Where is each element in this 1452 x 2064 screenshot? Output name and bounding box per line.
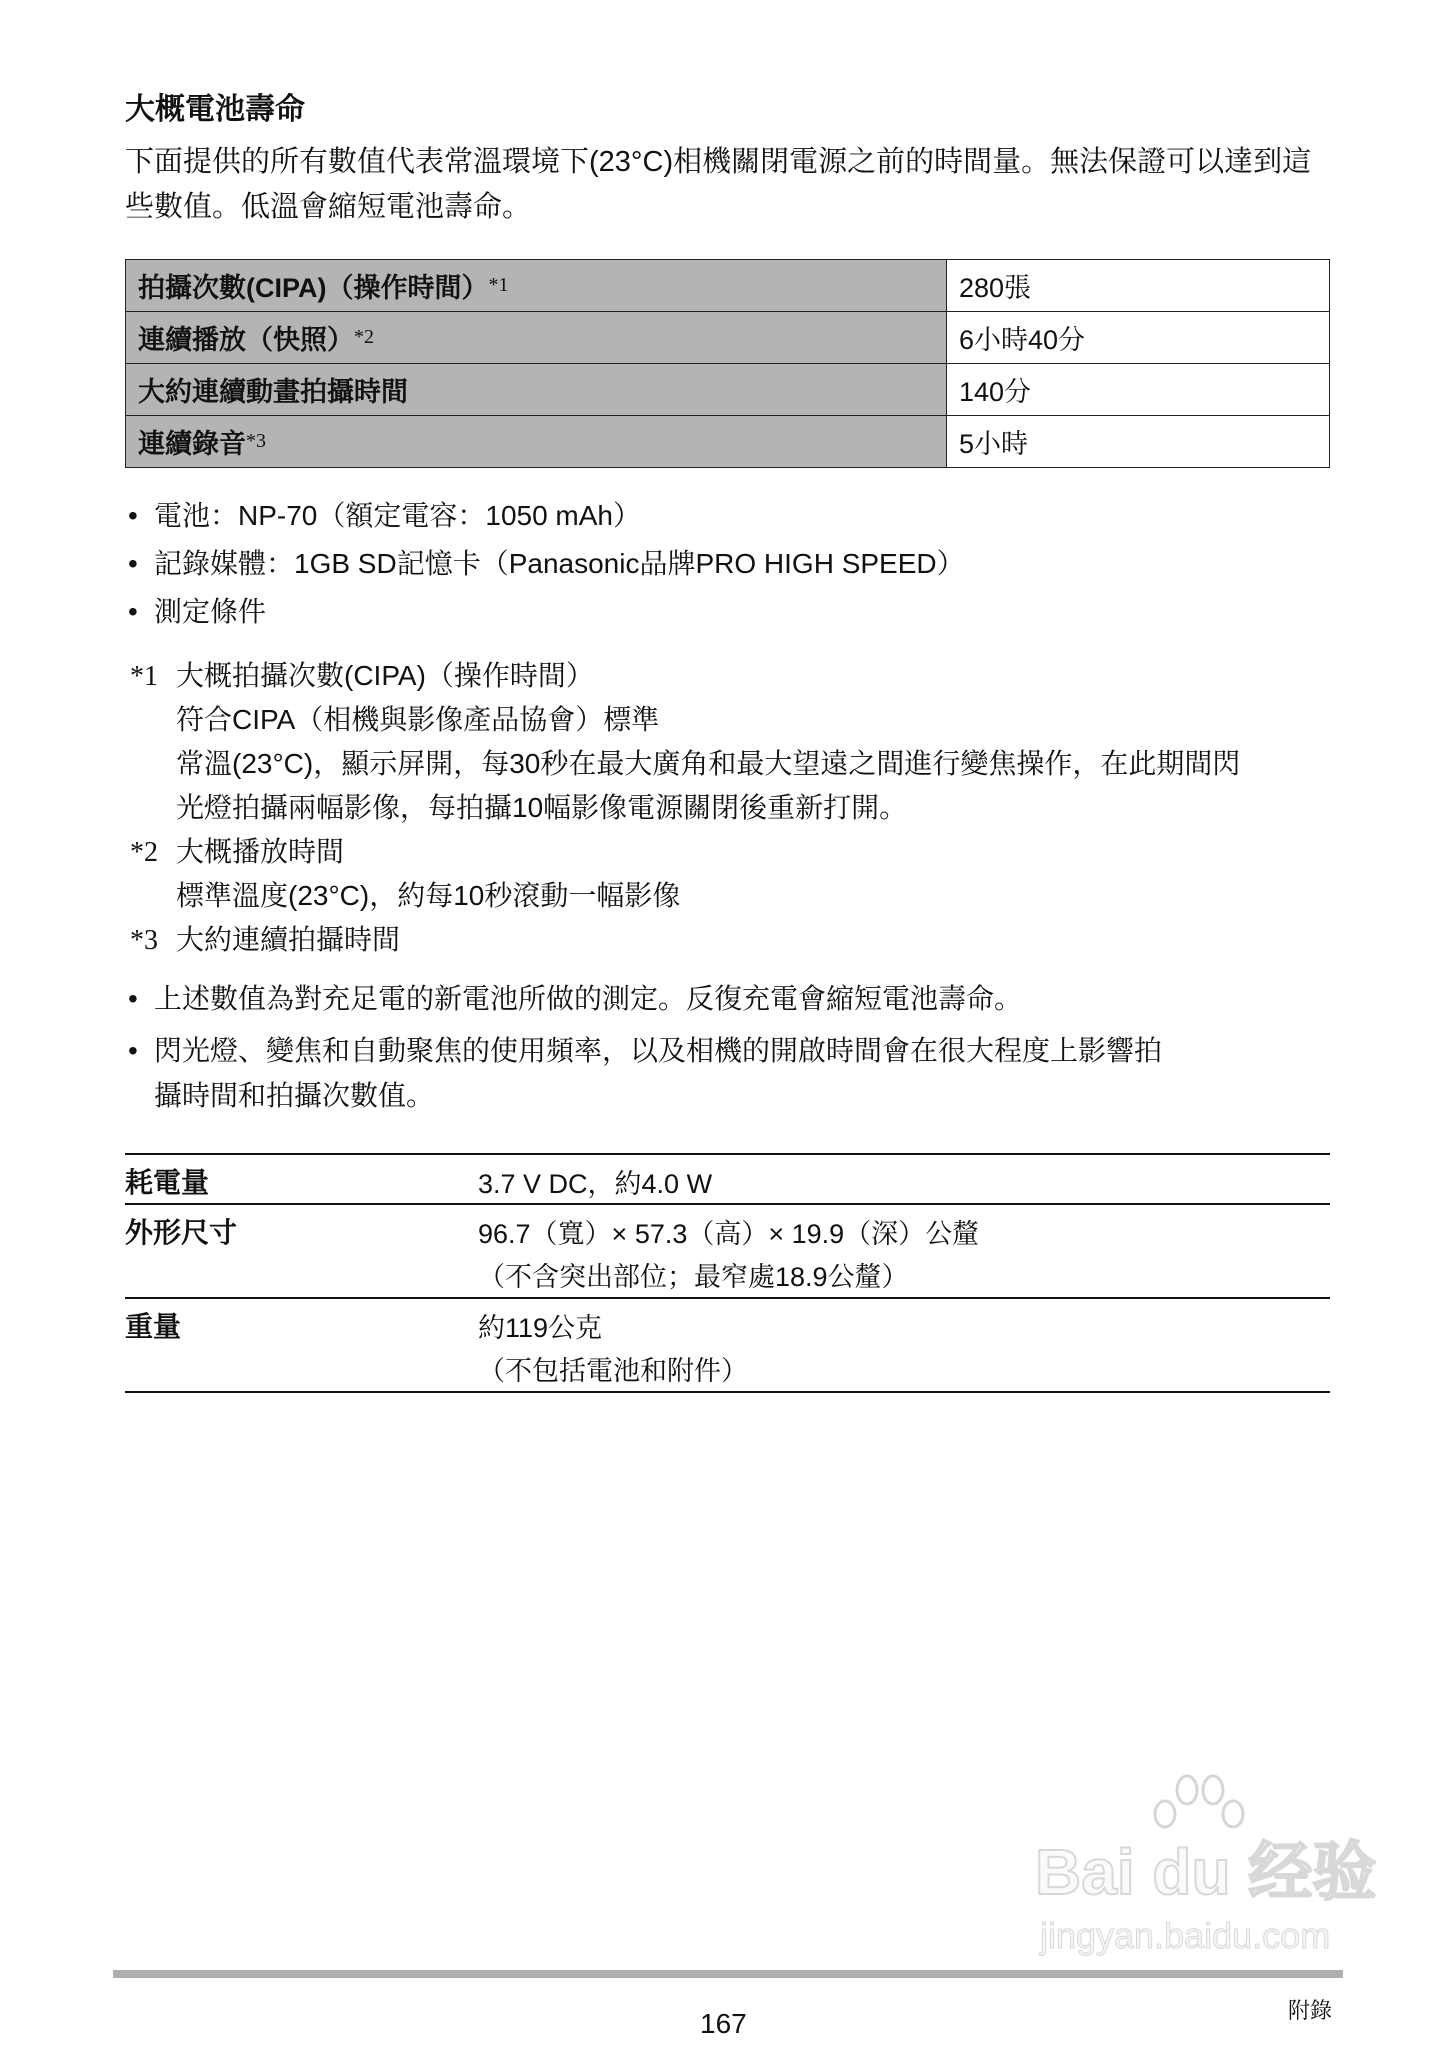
spec-value: 96.7（寬）× 57.3（高）× 19.9（深）公釐 — [478, 1219, 980, 1249]
footnote-line: 常溫(23°C)，顯示屏開，每30秒在最大廣角和最大望遠之間進行變焦操作，在此期間閃 — [176, 748, 1241, 779]
row-value: 5小時 — [947, 416, 1330, 468]
divider — [125, 1297, 1330, 1299]
footnote-ref: *3 — [246, 430, 266, 452]
intro-paragraph: 下面提供的所有數值代表常溫環境下(23°C)相機關閉電源之前的時間量。無法保證可以達到這些數值。低溫會縮短電池壽命。 — [125, 146, 1312, 223]
spec-value: 3.7 V DC，約4.0 W — [478, 1169, 713, 1199]
spec-label: 重量 — [125, 1311, 182, 1342]
row-label: 連續播放（快照） — [138, 325, 354, 355]
watermark-logo-text: Bai du 经验 — [1035, 1836, 1377, 1908]
page-number: 167 — [700, 2008, 747, 2039]
bullet-continuation: 攝時間和拍攝次數值。 — [154, 1080, 435, 1111]
bullet-item: • 記錄媒體：1GB SD記憶卡（Panasonic品牌PRO HIGH SPEED） — [128, 548, 965, 579]
paw-icon — [1135, 1770, 1255, 1834]
divider — [125, 1153, 1330, 1155]
spec-value: 約119公克 — [478, 1313, 603, 1343]
row-label: 連續錄音 — [138, 429, 246, 459]
footnote-1: *1 大概拍攝次數(CIPA)（操作時間） — [130, 660, 594, 692]
baidu-watermark — [1030, 1770, 1377, 1960]
footer-bar — [113, 1970, 1343, 1978]
bullet-item: • 測定條件 — [128, 596, 267, 627]
bullet-item: • 閃光燈、變焦和自動聚焦的使用頻率，以及相機的開啟時間會在很大程度上影響拍 — [128, 1035, 1163, 1066]
spec-label: 耗電量 — [125, 1167, 210, 1198]
row-value: 140分 — [947, 364, 1330, 416]
section-heading: 大概電池壽命 — [125, 93, 305, 126]
footnote-line: 標準溫度(23°C)，約每10秒滾動一幅影像 — [176, 880, 681, 911]
table-row — [126, 364, 1330, 416]
divider — [125, 1391, 1330, 1393]
spec-value: （不含突出部位；最窄處18.9公釐） — [478, 1262, 909, 1292]
table-row — [126, 260, 1330, 312]
battery-life-table — [125, 259, 1330, 468]
row-value: 280張 — [947, 260, 1330, 312]
section-label: 附錄 — [1288, 1998, 1333, 2023]
bullet-item: • 上述數值為對充足電的新電池所做的測定。反復充電會縮短電池壽命。 — [128, 983, 1023, 1014]
watermark-url: jingyan.baidu.com — [1040, 1915, 1331, 1956]
bullet-item: • 電池：NP-70（額定電容：1050 mAh） — [128, 500, 642, 531]
row-label: 拍攝次數(CIPA)（操作時間） — [138, 273, 489, 303]
footnote-3: *3 大約連續拍攝時間 — [130, 924, 401, 956]
footnote-ref: *2 — [354, 326, 374, 348]
footnote-ref: *1 — [488, 274, 509, 296]
footnote-line: 符合CIPA（相機與影像產品協會）標準 — [176, 704, 660, 735]
footnote-2: *2 大概播放時間 — [130, 836, 345, 868]
table-row — [126, 312, 1330, 364]
table-row — [126, 416, 1330, 468]
row-value: 6小時40分 — [947, 312, 1330, 364]
footnote-line: 光燈拍攝兩幅影像，每拍攝10幅影像電源關閉後重新打開。 — [176, 792, 908, 823]
spec-value: （不包括電池和附件） — [478, 1356, 748, 1386]
row-label: 大約連續動畫拍攝時間 — [138, 377, 408, 407]
spec-label: 外形尺寸 — [125, 1217, 238, 1248]
divider — [125, 1203, 1330, 1205]
